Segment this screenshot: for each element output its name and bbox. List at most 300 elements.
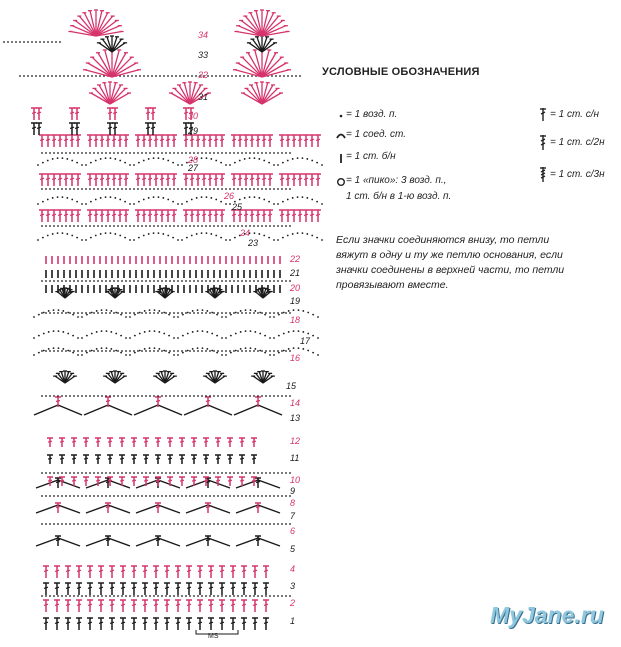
chain-dot — [157, 225, 159, 227]
chain-dot — [117, 395, 119, 397]
stitch-mark — [244, 178, 248, 179]
chain-dot — [244, 197, 246, 199]
chain-dot — [189, 472, 191, 474]
chain-dot — [38, 352, 40, 354]
chain-dot — [189, 395, 191, 397]
chain-dot — [169, 225, 171, 227]
chain-dot — [217, 280, 219, 282]
chain-dot — [33, 337, 35, 339]
stitch-mark — [208, 139, 212, 140]
chain-dot — [292, 158, 294, 160]
chain-dot — [253, 472, 255, 474]
chain-dot — [306, 233, 308, 235]
chain-dot — [285, 595, 287, 597]
stitch-mark — [70, 127, 74, 128]
chain-dot — [275, 75, 277, 77]
chain-dot — [96, 348, 98, 350]
chain-dot — [105, 157, 107, 159]
chain-dot — [65, 225, 67, 227]
stitch-mark — [253, 622, 257, 623]
chain-dot — [49, 152, 51, 154]
chain-dot — [297, 196, 299, 198]
chain-dot — [129, 495, 131, 497]
chain-dot — [48, 310, 50, 312]
chain-dot — [235, 350, 237, 352]
chain-dot — [179, 75, 181, 77]
chain-dot — [129, 225, 131, 227]
chain-dot — [225, 354, 227, 356]
chain-dot — [177, 395, 179, 397]
chain-dot — [211, 350, 213, 352]
chain-dot — [317, 316, 319, 318]
chain-dot — [173, 312, 175, 314]
chain-dot — [47, 41, 49, 43]
chain-dot — [269, 225, 271, 227]
legend-title: УСЛОВНЫЕ ОБОЗНАЧЕНИЯ — [322, 66, 480, 78]
chain-dot — [217, 472, 219, 474]
stitch-mark — [144, 480, 148, 481]
chain-dot — [141, 312, 143, 314]
stitch-mark — [172, 139, 176, 140]
chain-dot — [137, 472, 139, 474]
chain-dot — [129, 337, 131, 339]
chain-dot — [187, 333, 189, 335]
chain-dot — [45, 350, 47, 352]
chain-dot — [202, 330, 204, 332]
stitch-mark — [88, 139, 92, 140]
chain-dot — [144, 348, 146, 350]
chain-dot — [269, 495, 271, 497]
chain-dot — [277, 523, 279, 525]
stitch-mark — [70, 178, 74, 179]
chain-dot — [97, 188, 99, 190]
chain-dot — [45, 188, 47, 190]
chain-dot — [96, 331, 98, 333]
chain-dot — [41, 188, 43, 190]
chain-dot — [77, 395, 79, 397]
stitch-mark — [176, 604, 180, 605]
chain-dot — [120, 314, 122, 316]
chain-dot — [269, 350, 271, 352]
chain-dot — [52, 197, 54, 199]
stitch-mark — [120, 441, 124, 442]
stitch-mark — [244, 214, 248, 215]
chain-dot — [169, 395, 171, 397]
chain-dot — [53, 280, 55, 282]
legend-dc: = 1 ст. с/н — [550, 109, 600, 120]
note-line: значки соединены в верхней части, то петли — [336, 264, 565, 276]
chain-dot — [41, 152, 43, 154]
stitch-mark — [184, 178, 188, 179]
chain-dot — [85, 395, 87, 397]
chain-dot — [277, 472, 279, 474]
stitch-mark — [214, 178, 218, 179]
stitch-mark — [132, 622, 136, 623]
chain-dot — [265, 472, 267, 474]
chain-dot — [229, 239, 231, 241]
chain-dot — [125, 337, 127, 339]
chain-dot — [143, 199, 145, 201]
stitch-mark — [132, 458, 136, 459]
chain-dot — [289, 280, 291, 282]
chain-dot — [205, 395, 207, 397]
chain-dot — [85, 523, 87, 525]
chain-dot — [269, 354, 271, 356]
legend-picot: = 1 «пико»: 3 возд. п., — [346, 175, 447, 186]
chain-dot — [269, 472, 271, 474]
chain-dot — [163, 312, 165, 314]
chain-dot — [57, 232, 59, 234]
chain-dot — [181, 595, 183, 597]
chain-dot — [185, 152, 187, 154]
stitch-mark — [132, 604, 136, 605]
chain-dot — [245, 523, 247, 525]
stitch-mark — [44, 570, 48, 571]
chain-dot — [129, 472, 131, 474]
chain-dot — [230, 335, 232, 337]
chain-dot — [145, 225, 147, 227]
chain-dot — [282, 162, 284, 164]
chain-dot — [3, 41, 5, 43]
chain-dot — [250, 309, 252, 311]
chain-dot — [101, 523, 103, 525]
chain-dot — [245, 595, 247, 597]
chain-dot — [75, 75, 77, 77]
chain-dot — [273, 350, 275, 352]
chain-dot — [177, 280, 179, 282]
chain-dot — [287, 160, 289, 162]
stitch-mark — [242, 570, 246, 571]
stitch-mark — [298, 214, 302, 215]
chain-dot — [268, 237, 270, 239]
stitch-mark — [316, 178, 320, 179]
row-number: 15 — [286, 381, 297, 391]
row-number: 4 — [290, 564, 296, 574]
chain-dot — [221, 152, 223, 154]
stitch-mark — [165, 587, 169, 588]
stitch-mark — [154, 178, 158, 179]
stitch-mark — [124, 214, 128, 215]
chain-dot — [47, 160, 49, 162]
chain-dot — [258, 197, 260, 199]
stitch-mark — [262, 178, 266, 179]
chain-dot — [121, 312, 123, 314]
chain-dot — [273, 523, 275, 525]
chain-dot — [124, 237, 126, 239]
chain-dot — [193, 472, 195, 474]
chain-dot — [89, 350, 91, 352]
chain-dot — [185, 312, 187, 314]
stitch-mark — [160, 178, 164, 179]
chain-dot — [49, 225, 51, 227]
chain-dot — [173, 395, 175, 397]
stitch-mark — [48, 441, 52, 442]
chain-dot — [133, 495, 135, 497]
chain-dot — [85, 312, 87, 314]
chain-dot — [77, 354, 79, 356]
chain-dot — [230, 352, 232, 354]
chain-dot — [133, 280, 135, 282]
chain-dot — [101, 188, 103, 190]
chain-dot — [38, 335, 40, 337]
chain-dot — [115, 333, 117, 335]
stitch-mark — [156, 540, 160, 541]
chain-dot — [81, 280, 83, 282]
stitch-mark — [108, 112, 112, 113]
chain-dot — [265, 312, 267, 314]
chain-dot — [229, 472, 231, 474]
chain-dot — [221, 350, 223, 352]
chain-dot — [269, 280, 271, 282]
chain-dot — [127, 75, 129, 77]
stitch-mark — [202, 178, 206, 179]
stitch-mark — [40, 139, 44, 140]
chain-dot — [109, 225, 111, 227]
stitch-mark — [76, 139, 80, 140]
stitch-mark — [232, 178, 236, 179]
chain-dot — [259, 333, 261, 335]
stitch-mark — [56, 540, 60, 541]
chain-dot — [273, 188, 275, 190]
chain-dot — [113, 595, 115, 597]
chain-dot — [233, 280, 235, 282]
chain-dot — [45, 523, 47, 525]
chain-dot — [114, 158, 116, 160]
chain-dot — [209, 188, 211, 190]
chain-dot — [241, 280, 243, 282]
chain-dot — [197, 330, 199, 332]
chain-dot — [261, 350, 263, 352]
chain-dot — [125, 354, 127, 356]
stitch-mark — [143, 587, 147, 588]
stitch-mark — [144, 441, 148, 442]
chain-dot — [237, 595, 239, 597]
chain-dot — [173, 337, 175, 339]
stitch-mark — [76, 178, 80, 179]
stitch-mark — [143, 622, 147, 623]
chain-dot — [35, 41, 37, 43]
chain-dot — [61, 152, 63, 154]
stitch-mark — [316, 214, 320, 215]
chain-dot — [283, 75, 285, 77]
stitch-mark — [113, 112, 117, 113]
chain-dot — [291, 75, 293, 77]
chain-dot — [237, 472, 239, 474]
chain-dot — [273, 395, 275, 397]
chain-dot — [113, 495, 115, 497]
chain-dot — [72, 314, 74, 316]
chain-dot — [45, 472, 47, 474]
chain-dot — [119, 235, 121, 237]
chain-dot — [117, 225, 119, 227]
chain-dot — [306, 158, 308, 160]
chain-dot — [109, 472, 111, 474]
stitch-mark — [121, 570, 125, 571]
chain-dot — [197, 395, 199, 397]
chain-dot — [209, 395, 211, 397]
chain-dot — [134, 352, 136, 354]
chain-dot — [73, 595, 75, 597]
note-line: вяжут в одну и ту же петлю основания, если — [336, 249, 563, 261]
chain-dot — [261, 188, 263, 190]
chain-dot — [189, 280, 191, 282]
chain-dot — [157, 350, 159, 352]
stitch-mark — [77, 604, 81, 605]
chain-dot — [206, 232, 208, 234]
chain-dot — [249, 152, 251, 154]
row-number: 5 — [290, 544, 296, 554]
chain-dot — [161, 495, 163, 497]
chain-dot — [177, 316, 179, 318]
chain-dot — [185, 523, 187, 525]
chain-dot — [85, 225, 87, 227]
stitch-mark — [52, 139, 56, 140]
chain-dot — [281, 350, 283, 352]
chain-dot — [227, 75, 229, 77]
chain-dot — [265, 280, 267, 282]
chain-dot — [81, 225, 83, 227]
chain-dot — [100, 233, 102, 235]
stitch-mark — [264, 570, 268, 571]
chain-dot — [233, 152, 235, 154]
stitch-mark — [154, 139, 158, 140]
chain-dot — [158, 196, 160, 198]
stitch-mark — [264, 604, 268, 605]
chain-dot — [41, 595, 43, 597]
chain-dot — [129, 164, 131, 166]
chain-dot — [105, 232, 107, 234]
chain-dot — [89, 312, 91, 314]
row-number: 31 — [198, 92, 209, 102]
chain-dot — [197, 350, 199, 352]
chain-dot — [221, 337, 223, 339]
chain-dot — [235, 312, 237, 314]
chain-dot — [159, 75, 161, 77]
chain-dot — [149, 312, 151, 314]
chain-dot — [47, 199, 49, 201]
chain-dot — [316, 162, 318, 164]
chain-dot — [254, 331, 256, 333]
chain-dot — [205, 472, 207, 474]
chain-dot — [277, 595, 279, 597]
chain-dot — [217, 152, 219, 154]
chain-dot — [241, 495, 243, 497]
chain-dot — [85, 350, 87, 352]
stitch-mark — [202, 214, 206, 215]
chain-dot — [261, 225, 263, 227]
chain-dot — [161, 188, 163, 190]
chain-dot — [81, 472, 83, 474]
chain-dot — [141, 523, 143, 525]
stitch-mark — [52, 214, 56, 215]
chain-dot — [139, 350, 141, 352]
chain-dot — [187, 75, 189, 77]
stitch-mark — [88, 178, 92, 179]
stitch-mark — [168, 441, 172, 442]
chain-dot — [257, 472, 259, 474]
chain-dot — [114, 197, 116, 199]
chain-dot — [125, 225, 127, 227]
stitch-mark — [84, 458, 88, 459]
chain-dot — [53, 472, 55, 474]
stitch-mark — [154, 587, 158, 588]
chain-dot — [213, 225, 215, 227]
chain-dot — [230, 314, 232, 316]
chain-dot — [53, 188, 55, 190]
chain-dot — [105, 312, 107, 314]
chain-dot — [161, 225, 163, 227]
chain-dot — [234, 237, 236, 239]
chain-dot — [49, 595, 51, 597]
chain-dot — [172, 162, 174, 164]
chain-dot — [93, 350, 95, 352]
chain-dot — [100, 158, 102, 160]
stitch-mark — [37, 112, 41, 113]
row-number: 18 — [290, 315, 301, 325]
chain-dot — [135, 75, 137, 77]
stitch-mark — [94, 214, 98, 215]
chain-dot — [169, 188, 171, 190]
chain-dot — [61, 312, 63, 314]
chain-dot — [149, 523, 151, 525]
row-number: 26 — [224, 191, 235, 201]
chain-dot — [48, 348, 50, 350]
chain-dot — [287, 199, 289, 201]
chain-dot — [241, 395, 243, 397]
stitch-mark — [242, 604, 246, 605]
chain-dot — [41, 280, 43, 282]
chain-dot — [139, 312, 141, 314]
stitch-mark — [84, 480, 88, 481]
chain-dot — [49, 523, 51, 525]
chain-dot — [89, 395, 91, 397]
stitch-mark — [121, 604, 125, 605]
chain-dot — [169, 280, 171, 282]
chain-dot — [93, 595, 95, 597]
stitch-mark — [100, 139, 104, 140]
chain-dot — [76, 201, 78, 203]
chain-dot — [129, 595, 131, 597]
chain-dot — [189, 225, 191, 227]
chain-dot — [257, 188, 259, 190]
chain-dot — [77, 472, 79, 474]
chain-dot — [91, 350, 93, 352]
chain-dot — [245, 312, 247, 314]
stitch-mark — [55, 622, 59, 623]
chain-dot — [261, 395, 263, 397]
chain-dot — [110, 196, 112, 198]
chain-dot — [69, 495, 71, 497]
stitch-mark — [108, 441, 112, 442]
stitch-mark — [192, 441, 196, 442]
stitch-mark — [214, 214, 218, 215]
stitch-mark — [310, 178, 314, 179]
chain-dot — [269, 337, 271, 339]
chain-dot — [265, 188, 267, 190]
stitch-mark — [120, 458, 124, 459]
chain-dot — [251, 75, 253, 77]
stitch-mark — [88, 214, 92, 215]
chain-dot — [181, 164, 183, 166]
chain-dot — [55, 41, 57, 43]
stitch-mark — [206, 401, 210, 402]
chain-dot — [121, 280, 123, 282]
chain-dot — [43, 333, 45, 335]
chain-dot — [89, 152, 91, 154]
chain-dot — [85, 188, 87, 190]
chain-dot — [85, 280, 87, 282]
chain-dot — [197, 280, 199, 282]
